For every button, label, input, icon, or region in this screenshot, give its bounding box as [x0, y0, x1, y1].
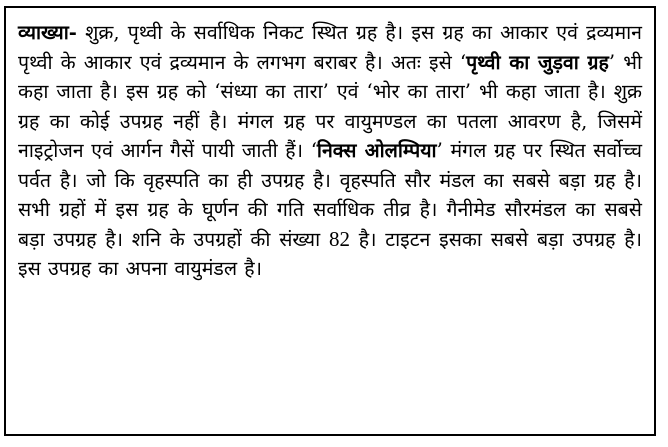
text-segment-1: शुक्र, पृथ्वी के सर्वाधिक निकट स्थित ग्रह है। इस ग्रह का आकार एवं द्रव्यमान पृथ्वी के आकार एवं द्रव्यमान के लगभग बराबर है। अतः इसे ‘	[18, 21, 642, 74]
highlight-earth-twin: पृथ्वी का जुड़वा ग्रह	[466, 50, 609, 74]
text-segment-2: ’ भी कहा जाता है। इस ग्रह को ‘संध्या का तारा’ एवं ‘भोर का तारा’ भी कहा जाता है। शुक्र ग्रह का कोई उपग्रह नहीं है। मंगल ग्रह पर वायुमण्डल का पतला आवरण है, जिसमें नाइट्रोजन एवं आर्गन गैसें पायी जाती हैं। ‘	[18, 50, 642, 162]
explanation-box	[4, 6, 656, 436]
text-segment-3: ’ मंगल ग्रह पर स्थित सर्वोच्च पर्वत है। जो कि वृहस्पति का ही उपग्रह है। वृहस्पति सौर मंडल का सबसे बड़ा ग्रह है। सभी ग्रहों में इस ग्रह के घूर्णन की गति सर्वाधिक तीव्र है। गैनीमेड सौरमंडल का सबसे बड़ा उपग्रह है। शनि के उपग्रहों की संख्या	[18, 139, 642, 251]
saturn-moon-count: 82	[328, 226, 350, 251]
highlight-olympus-mons: निक्स ओलम्पिया	[316, 139, 437, 162]
text-segment-4: है। टाइटन इसका सबसे बड़ा उपग्रह है। इस उपग्रह का अपना वायुमंडल है।	[18, 227, 642, 280]
explanation-heading: व्याख्या-	[18, 21, 77, 44]
explanation-paragraph	[18, 18, 642, 284]
